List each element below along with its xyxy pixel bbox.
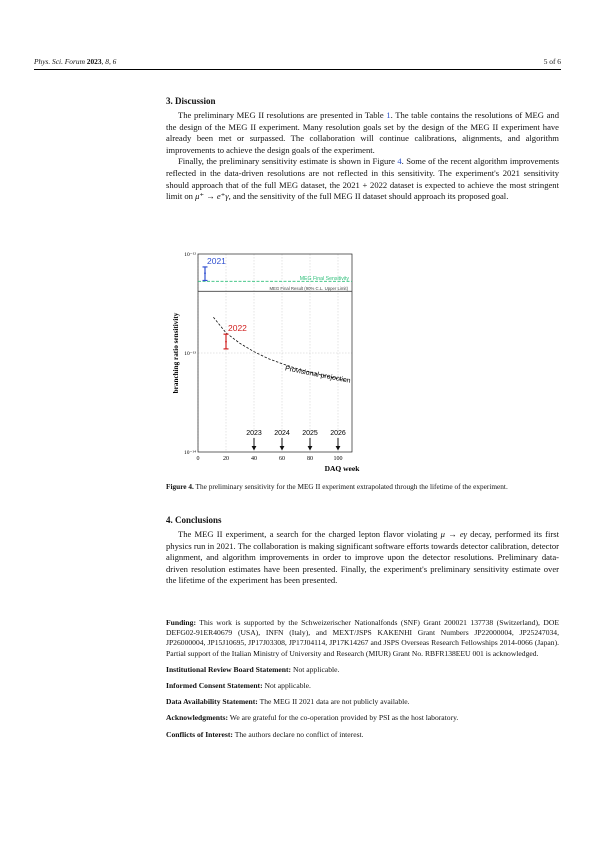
funding-text: This work is supported by the Schweizerischer Nationalfonds (SNF) Grant 200021 137738 (Switzerland), DOE DEFG02-91ER40679 (USA), INFN (Italy), and MEXT/JSPS KAKENHI Grant Numbers JP22000004, JP25247034, JP26000004, JP15J10695, JP17J03308, JP17J04114, JP17K14267 and JSPS Overseas Research Fellowships 2014-0066 (Japan). Partial support of the Italian Ministry of University and Research (MIUR) Grant No. RBFR138EEU 001 is acknowledged. — [166, 618, 559, 658]
x-tick-label: 0 — [196, 456, 200, 462]
year-marker-label: 2025 — [302, 430, 318, 437]
back-matter — [166, 618, 559, 740]
consent-label: Informed Consent Statement: — [166, 681, 263, 691]
ack-label: Acknowledgments: — [166, 713, 229, 723]
year-marker-label: 2024 — [274, 430, 290, 437]
year-marker-arrowhead — [252, 446, 257, 451]
x-tick-label: 60 — [279, 456, 285, 462]
figure-4-link[interactable]: 4 — [397, 156, 402, 167]
sensitivity-chart — [170, 248, 366, 478]
year-marker-label: 2023 — [246, 430, 262, 437]
consent-text: Not applicable. — [262, 681, 311, 691]
conflicts-of-interest — [166, 730, 559, 740]
year-marker-arrowhead — [336, 446, 341, 451]
caption-label: Figure 4. — [166, 482, 194, 491]
irb-label: Institutional Review Board Statement: — [166, 664, 292, 674]
plot-frame — [198, 254, 352, 452]
table-1-link[interactable]: 1 — [386, 110, 391, 120]
y-tick-label: 10⁻¹² — [184, 252, 196, 258]
section-title-conclusions: 4. Conclusions — [166, 515, 222, 525]
year-marker-arrowhead — [308, 446, 313, 451]
journal-year: 2023 — [86, 57, 102, 66]
header-rule — [34, 69, 561, 70]
math-mu-to-e-gamma: μ⁺ → e⁺γ — [195, 191, 229, 202]
point-label: 2022 — [228, 323, 247, 334]
reference-line-label: MEG Final Sensitivity — [299, 275, 349, 282]
conclusions-paragraph — [166, 529, 559, 587]
data-point — [204, 272, 206, 274]
text-run: . Some of the recent algorithm improvements reflected in the data-driven resolutions are not reflected in this sensitivity. The experiment's 2021 sensitivity should approach that of the full MEG dataset, the 2021 + 2022 dataset is expected to achieve the most stringent limit on — [166, 156, 559, 202]
coi-label: Conflicts of Interest: — [166, 729, 233, 739]
acknowledgments — [166, 713, 559, 723]
data-availability-statement — [166, 697, 559, 707]
year-marker-arrowhead — [280, 446, 285, 451]
running-header-citation — [34, 57, 116, 66]
projection-label: Provisional projection — [284, 365, 352, 385]
x-tick-label: 20 — [223, 456, 229, 462]
x-tick-label: 100 — [333, 456, 343, 462]
irb-statement — [166, 665, 559, 675]
discussion-section — [166, 96, 559, 203]
point-label: 2021 — [207, 255, 226, 266]
funding-statement — [166, 618, 559, 659]
discussion-paragraph-1 — [166, 110, 559, 156]
x-tick-label: 40 — [251, 456, 257, 462]
text-run: The MEG II experiment, a search for the charged lepton flavor violating — [178, 529, 441, 539]
data-label: Data Availability Statement: — [166, 697, 258, 707]
page-number: 5 of 6 — [543, 57, 561, 66]
x-axis-label: DAQ week — [324, 464, 360, 473]
text-run: , and the sensitivity of the full MEG II dataset should approach its proposed goal. — [228, 191, 509, 202]
y-axis-label: branching ratio sensitivity — [172, 312, 180, 394]
y-tick-label: 10⁻¹³ — [184, 351, 196, 357]
text-run: decay, performed its first physics run in 2021. The collaboration is making significant software efforts towards detector calibration, detector alignment, and algorithm improvements in order to improve upon the detector resolutions. Preliminary data-driven resolution estimates have been presented. Finally, the experiment's preliminary sensitivity estimate over the lifetime of the experiment has been presented. — [166, 529, 559, 586]
journal-name: Phys. Sci. Forum — [34, 57, 85, 66]
figure-4-caption — [166, 482, 559, 492]
y-tick-label: 10⁻¹⁴ — [184, 450, 196, 456]
reference-line-label: MEG Final Result (90% C.L. Upper Limit) — [269, 285, 348, 291]
math-mu-to-e-gamma: μ → eγ — [440, 529, 468, 539]
consent-statement — [166, 681, 559, 691]
irb-text: Not applicable. — [291, 664, 340, 674]
caption-text: The preliminary sensitivity for the MEG II experiment extrapolated through the lifetime of the experiment. — [193, 482, 508, 491]
x-tick-label: 80 — [307, 456, 313, 462]
journal-volume: , 8, 6 — [101, 57, 117, 66]
funding-label: Funding: — [166, 618, 196, 627]
discussion-paragraph-2 — [166, 156, 559, 202]
year-marker-label: 2026 — [330, 430, 346, 437]
coi-text: The authors declare no conflict of interest. — [232, 729, 364, 739]
text-run: Finally, the preliminary sensitivity estimate is shown in Figure — [178, 156, 398, 167]
conclusions-section — [166, 515, 559, 587]
ack-text: We are grateful for the co-operation provided by PSI as the host laboratory. — [228, 713, 459, 723]
data-text: The MEG II 2021 data are not publicly available. — [257, 697, 410, 707]
text-run: . The table contains the resolutions of MEG and the design of the MEG II experiment. Many resolution goals set by the design of the MEG II experiment have already been met or surpassed. The collaboration will continue calibrations, alignments, and algorithm improvements to achieve the design goals of the experiment. — [166, 110, 559, 155]
text-run: The preliminary MEG II resolutions are presented in Table — [178, 110, 387, 120]
data-point — [225, 341, 227, 343]
section-title-discussion: 3. Discussion — [166, 96, 216, 106]
